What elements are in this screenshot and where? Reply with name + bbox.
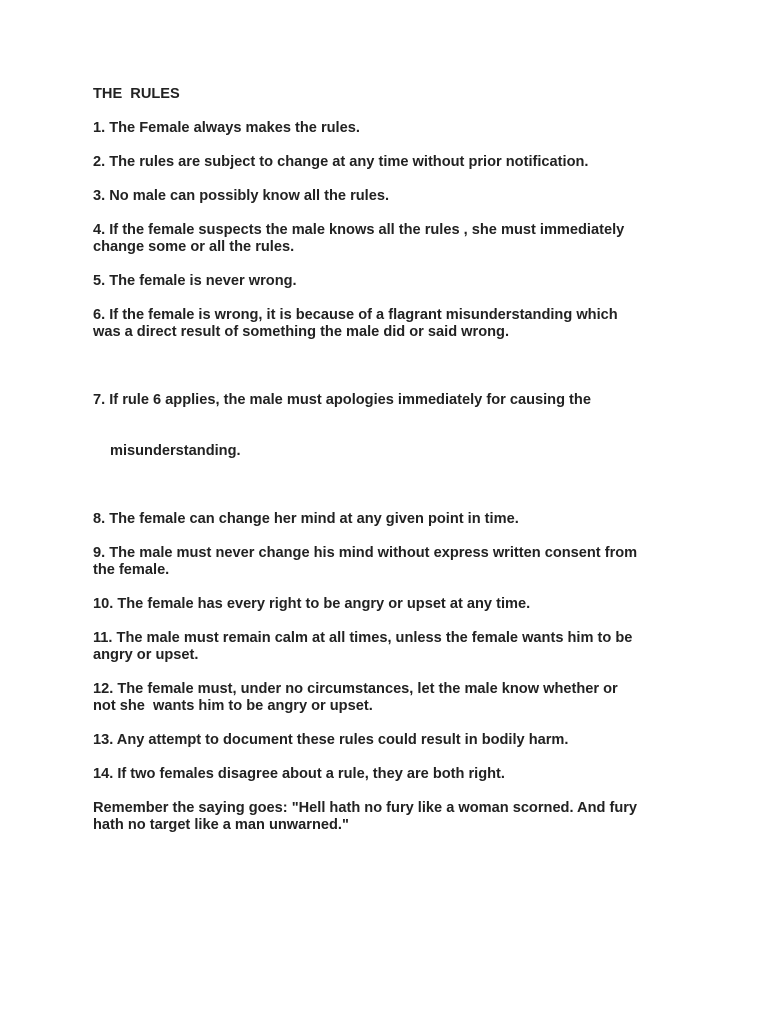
closing-quote: Remember the saying goes: "Hell hath no fury like a woman scorned. And fury hath no target like a man unwarned." xyxy=(93,800,638,833)
rule-1: 1. The Female always makes the rules. xyxy=(93,120,360,136)
rule-8: 8. The female can change her mind at any given point in time. xyxy=(93,511,519,527)
document-title: THE RULES xyxy=(93,86,180,102)
rule-7-line-2: misunderstanding. xyxy=(110,443,241,459)
rule-3: 3. No male can possibly know all the rules. xyxy=(93,188,390,204)
rule-7-line-1: 7. If rule 6 applies, the male must apologies immediately for causing the xyxy=(93,392,591,408)
document-body xyxy=(93,86,693,834)
rule-2: 2. The rules are subject to change at any time without prior notification. xyxy=(93,154,589,170)
rule-14: 14. If two females disagree about a rule, they are both right. xyxy=(93,766,505,782)
rule-11: 11. The male must remain calm at all times, unless the female wants him to be angry or upset. xyxy=(93,630,633,663)
rule-9: 9. The male must never change his mind without express written consent from the female. xyxy=(93,545,638,578)
rule-6: 6. If the female is wrong, it is because of a flagrant misunderstanding which was a direct result of something the male did or said wrong. xyxy=(93,307,618,340)
rule-13: 13. Any attempt to document these rules could result in bodily harm. xyxy=(93,732,569,748)
rule-4: 4. If the female suspects the male knows all the rules , she must immediately change some or all the rules. xyxy=(93,222,625,255)
rule-5: 5. The female is never wrong. xyxy=(93,273,297,289)
rule-12: 12. The female must, under no circumstances, let the male know whether or not she wants him to be angry or upset. xyxy=(93,681,618,714)
rule-7 xyxy=(93,358,693,494)
rule-10: 10. The female has every right to be angry or upset at any time. xyxy=(93,596,531,612)
